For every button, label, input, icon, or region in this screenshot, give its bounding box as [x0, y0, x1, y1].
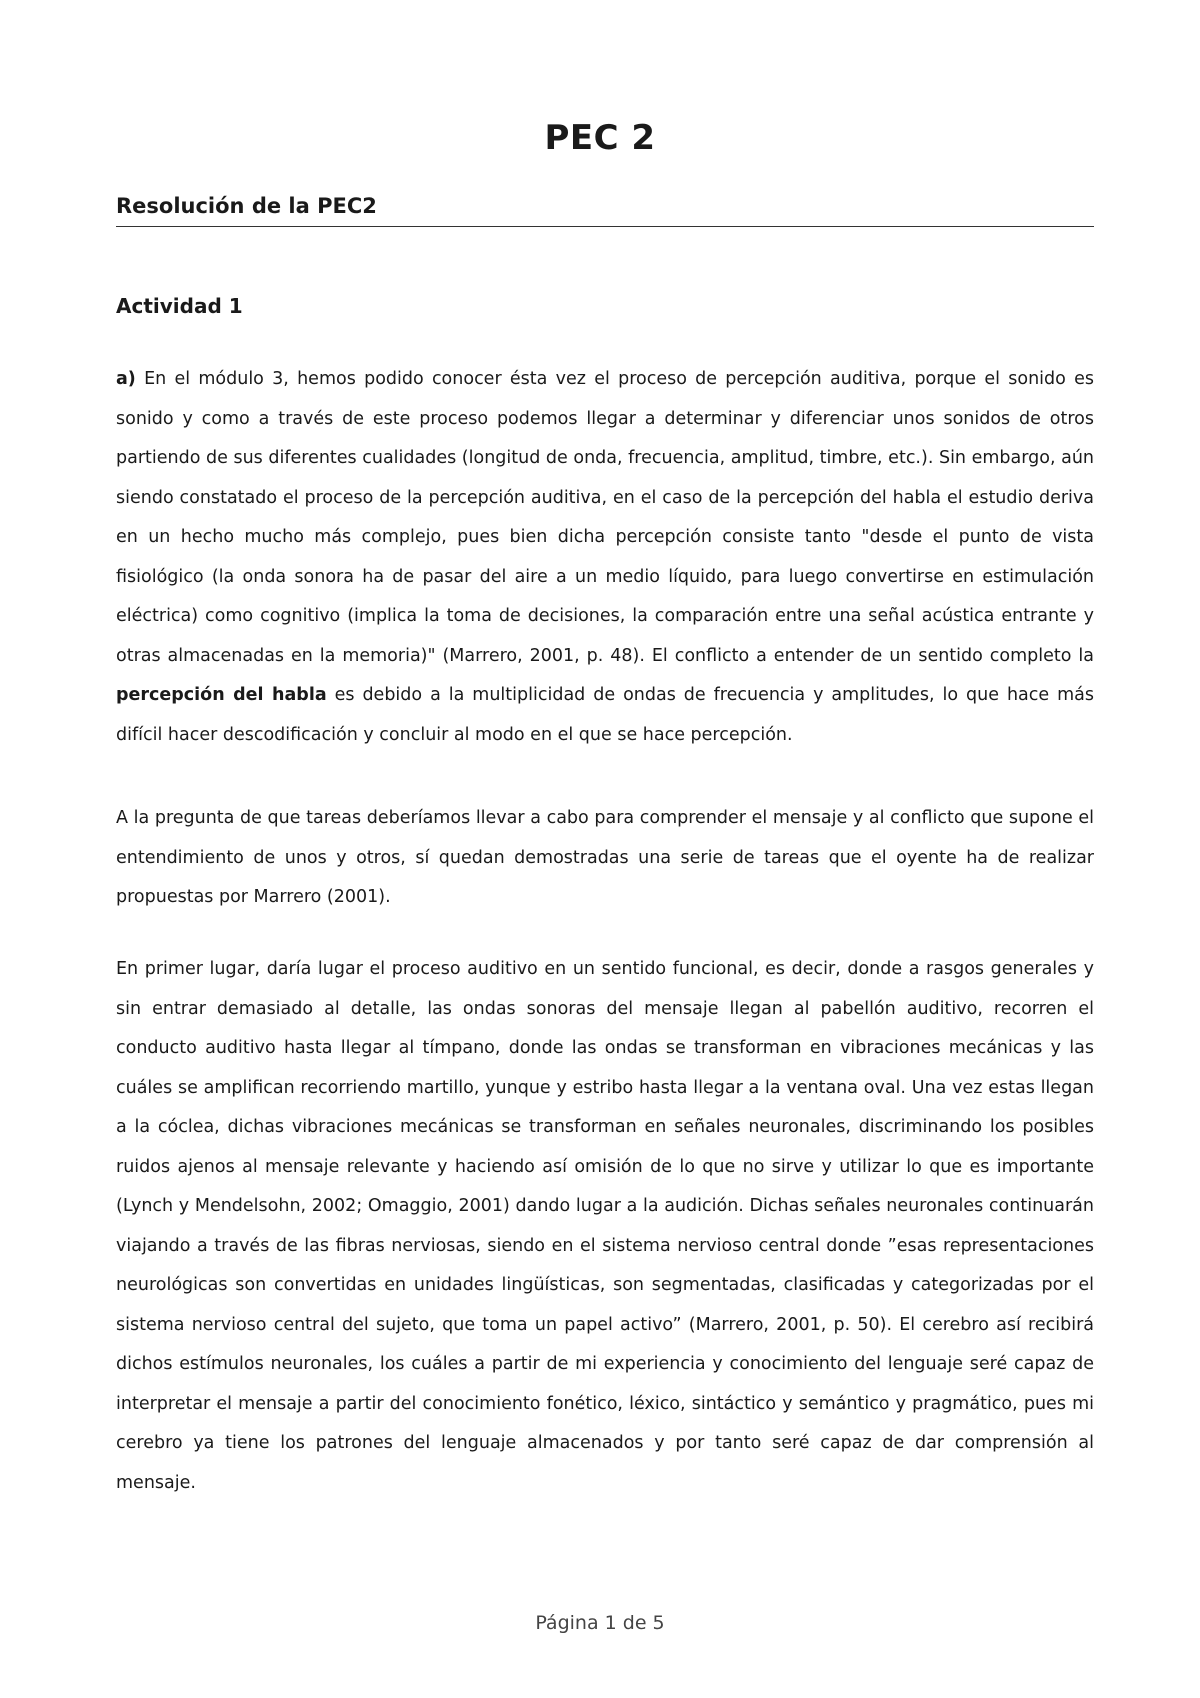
paragraph-2: A la pregunta de que tareas deberíamos llevar a cabo para comprender el mensaje y al conflicto que supone el entendimiento de unos y otros, sí quedan demostradas una serie de tareas que el oyente ha de realizar propuestas por Marrero (2001).: [116, 808, 1094, 907]
item-label: a): [116, 369, 136, 389]
bold-phrase: percepción del habla: [116, 685, 327, 705]
page-footer: Página 1 de 5: [535, 1612, 665, 1634]
section-heading: Resolución de la PEC2: [116, 194, 1094, 227]
paragraph-3: En primer lugar, daría lugar el proceso auditivo en un sentido funcional, es decir, donde a rasgos generales y sin entrar demasiado al detalle, las ondas sonoras del mensaje llegan al pabellón auditivo, recorren el conducto auditivo hasta llegar al tímpano, donde las ondas se transforman en vibraciones mecánicas y las cuáles se amplifican recorriendo martillo, yunque y estribo hasta llegar a la ventana oval. Una vez estas llegan a la cóclea, dichas vibraciones mecánicas se transforman en señales neuronales, discriminando los posibles ruidos ajenos al mensaje relevante y haciendo así omisión de lo que no sirve y utilizar lo que es importante (Lynch y Mendelsohn, 2002; Omaggio, 2001) dando lugar a la audición. Dichas señales neuronales continuarán viajando a través de las fibras nerviosas, siendo en el sistema nervioso central donde ”esas representaciones neurológicas son convertidas en unidades lingüísticas, son segmentadas, clasificadas y categorizadas por el sistema nervioso central del sujeto, que toma un papel activo” (Marrero, 2001, p. 50). El cerebro así recibirá dichos estímulos neuronales, los cuáles a partir de mi experiencia y conocimiento del lenguaje seré capaz de interpretar el mensaje a partir del conocimiento fonético, léxico, sintáctico y semántico y pragmático, pues mi cerebro ya tiene los patrones del lenguaje almacenados y por tanto seré capaz de dar comprensión al mensaje.: [116, 959, 1094, 1493]
paragraph-1-text-a: En el módulo 3, hemos podido conocer ésta vez el proceso de percepción auditiva, porque el sonido es sonido y como a través de este proceso podemos llegar a determinar y diferenciar unos sonidos de otros partiendo de sus diferentes cualidades (longitud de onda, frecuencia, amplitud, timbre, etc.). Sin embargo, aún siendo constatado el proceso de la percepción auditiva, en el caso de la percepción del habla el estudio deriva en un hecho mucho más complejo, pues bien dicha percepción consiste tanto "desde el punto de vista fisiológico (la onda sonora ha de pasar del aire a un medio líquido, para luego convertirse en estimulación eléctrica) como cognitivo (implica la toma de decisiones, la comparación entre una señal acústica entrante y otras almacenadas en la memoria)" (Marrero, 2001, p. 48). El conflicto a entender de un sentido completo la: [116, 369, 1094, 666]
document-title: PEC 2: [544, 118, 656, 158]
activity-heading: Actividad 1: [116, 294, 243, 318]
paragraph-1: [116, 360, 1094, 755]
paragraph-1-text-b: es debido a la multiplicidad de ondas de frecuencia y amplitudes, lo que hace más difícil hacer descodificación y concluir al modo en el que se hace percepción.: [116, 685, 1094, 745]
